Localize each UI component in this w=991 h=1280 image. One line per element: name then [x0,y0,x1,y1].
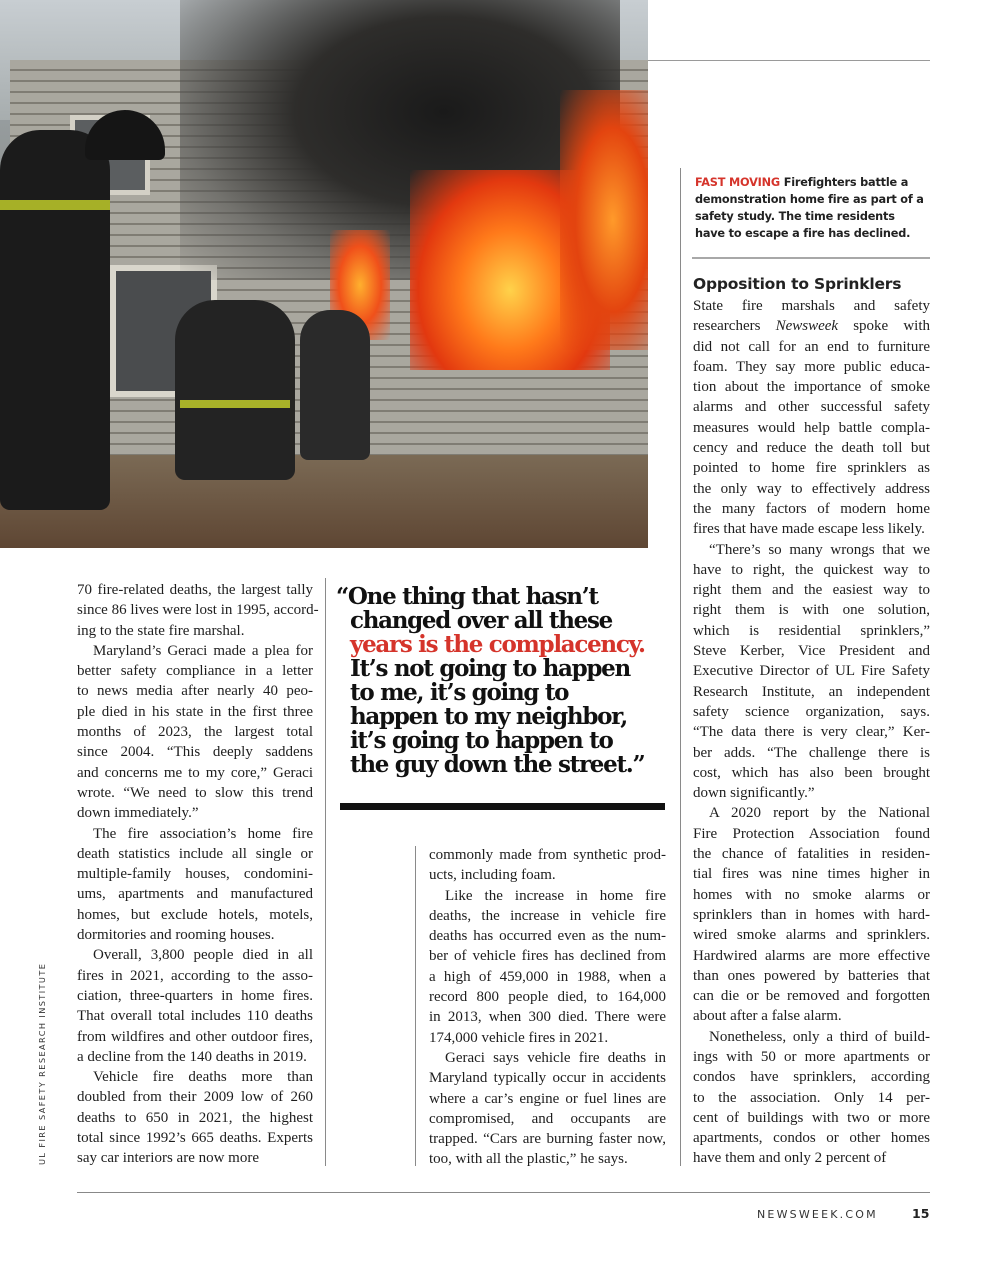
caption-rule [692,257,930,259]
text-line: State fire marshals and safety [693,298,930,314]
text-line: since 2004. “This deeply saddens [77,744,313,761]
text-line: say car interiors are now more [77,1150,260,1167]
firefighters-photo [0,0,648,548]
pull-quote-line: the guy down the street.” [350,751,645,778]
text-line: down immediately.” [77,805,199,822]
middle-column [429,845,666,1170]
text-line: Geraci says vehicle fire deaths in [445,1049,666,1066]
text-line: Executive Director of UL Fire Safety [693,663,930,680]
text-line: ings with 50 or more apartments or [693,1048,930,1065]
text-line: ple died in his state in the first three [77,703,313,720]
text-line: the many factors of modern home [693,500,930,517]
text-line: deaths has occurred even as the num- [429,928,666,945]
column-divider-right [680,168,681,1166]
publication-name: Newsweek [775,318,839,335]
reflective-stripe [0,200,110,210]
text-line: trapped. “Cars are burning faster now, [429,1131,666,1148]
text-line: a high of 459,000 in 1988, when a [429,968,666,985]
text-line: cency and reduce the death toll but [693,440,930,457]
text-line: homes, but exclude hotels, motels, [77,906,313,923]
pull-quote-line: It’s not going to happen [350,655,630,682]
firefighter-kneeling [175,300,295,480]
text-line: the chance of fatalities in residen- [693,846,930,863]
text-line: and concerns me to my core,” Geraci [77,764,313,781]
text-line: 174,000 vehicle fires in 2021. [429,1029,609,1046]
text-line: tial fires was nine times higher in [693,866,930,883]
pull-quote-line: to me, it’s going to [350,679,569,706]
text-line: down significantly.” [693,785,815,802]
text-line: total since 1992’s 665 deaths. Experts [77,1130,313,1147]
pull-quote-line: “One thing that hasn’t [336,583,598,610]
text-line: The fire association’s home fire [93,825,313,842]
left-column [77,580,319,1169]
text-line: right them and the easiest way to [693,582,930,599]
text-line: Fire Protection Association found [693,825,930,842]
photo-credit: UL FIRE SAFETY RESEARCH INSTITUTE [37,962,47,1165]
text-line: deaths, the increase in vehicle fire [429,907,666,924]
page-number: 15 [912,1206,930,1221]
text-line: to news media after nearly 40 peo- [77,683,313,700]
firefighter-left [0,130,110,510]
pull-quote-highlight: years is the complacency. [350,631,645,658]
text-line: the only way to effectively address [693,480,930,497]
text-line: ciation, three-quarters in home fires. [77,987,313,1004]
text-line: condos have sprinklers, according [693,1069,930,1086]
text-line: cent of buildings with two or more [693,1109,930,1126]
text-line: months of 2023, the largest total [77,724,313,741]
text-line: ber of vehicle fires has declined from [429,948,666,965]
text-line: than ones powered by batteries that [693,967,930,984]
reflective-stripe [180,400,290,408]
text-line: did not call for an end to furniture [693,338,930,355]
pull-quote-line: happen to my neighbor, [350,703,628,730]
text-line: Research Institute, an independent [693,683,930,700]
text-line: deaths to 650 in 2021, the highest [77,1109,313,1126]
caption-text: Firefighters battle a demonstration home fire as part of a safety study. The time residents have to escape a fire has declined. [695,176,924,240]
text-line: commonly made from synthetic prod- [429,847,666,863]
photo-caption [695,174,925,242]
text-line: Steve Kerber, Vice President and [693,643,930,660]
text-line: sprinklers than in homes with hard- [693,906,930,923]
text-line: apartments, condos or other homes [693,1130,930,1147]
text-line: Vehicle fire deaths more than [93,1069,313,1086]
pull-quote-line: changed over all these [350,607,612,634]
text-line: dormitories and rooming houses. [77,927,275,944]
top-rule [648,60,930,61]
text-line: ing to the state fire marshal. [77,622,245,639]
firefighter-nozzle [300,310,370,460]
text-line: to the association. Only 14 per- [693,1089,930,1106]
text-line: A 2020 report by the National [709,805,930,822]
pull-quote-bar [340,803,665,810]
text-line: Hardwired alarms are more effective [693,947,930,964]
text-line: compromised, and occupants are [429,1110,666,1127]
text-line: right them is with one solution, [693,602,930,619]
text-line: ber adds. “The challenge there is [693,744,930,761]
text-line: alarms and other successful safety [693,399,930,416]
text-line: Maryland typically occur in accidents [429,1070,666,1087]
text-line: wrote. “We need to slow this trend [77,784,313,801]
text-line: from wildfires and other outdoor fires, [77,1028,313,1045]
text-line: That overall total includes 110 deaths [77,1008,313,1025]
text-line: “There’s so many wrongs that we [709,541,930,558]
caption-kicker: FAST MOVING [695,176,780,189]
text-line: which is residential sprinklers,” [693,622,930,639]
section-subhead: Opposition to Sprinklers [693,275,902,293]
text-line: better safety compliance in a letter [77,663,313,680]
text-line: have them and only 2 percent of [693,1150,887,1167]
text-line: a decline from the 140 deaths in 2019. [77,1048,307,1065]
pull-quote-line: it’s going to happen to [350,727,613,754]
text-line: have to right, the quickest way to [693,561,930,578]
text-line: record 800 people died, to 164,000 [429,989,666,1006]
text-line: Maryland’s Geraci made a plea for [93,642,313,659]
text-line: measures would help battle compla- [693,419,930,436]
text-line: ucts, including foam. [429,867,556,884]
text-line: foam. They say more public educa- [693,358,930,375]
text-line: multiple-family houses, condomini- [77,866,313,883]
text-line: homes with no smoke alarms or [693,886,930,903]
text-line: researchers Newsweek spoke with [693,318,931,335]
text-line: tion about the importance of smoke [693,379,930,396]
footer-site: NEWSWEEK.COM [757,1208,878,1221]
text-line: pointed to home fire sprinklers as [693,460,930,477]
text-line: doubled from their 2009 low of 260 [77,1089,313,1106]
text-line: Nonetheless, only a third of build- [709,1028,930,1045]
right-column [693,296,930,1169]
text-line: wired smoke alarms and sprinklers. [693,927,930,944]
text-line: 70 fire-related deaths, the largest tally [77,582,313,598]
text-line: in 2013, when 300 died. There were [429,1009,666,1026]
column-divider-left [325,578,326,1166]
text-line: where a car’s engine or fuel lines are [429,1090,666,1107]
text-line: ums, apartments and manufactured [77,886,313,903]
text-line: Overall, 3,800 people died in all [93,947,313,964]
fire-side-flames [560,90,648,350]
text-line: fires that have made escape less likely. [693,521,925,538]
text-line: Like the increase in home fire [445,887,666,904]
text-line: about after a false alarm. [693,1008,842,1025]
text-line: “The data there is very clear,” Ker- [693,724,930,741]
text-line: too, with all the plastic,” he says. [429,1151,628,1168]
text-line: safety science organization, says. [693,703,930,720]
footer-rule [77,1192,930,1193]
pull-quote [336,585,671,777]
text-line: cost, which has also been brought [693,764,930,781]
text-line: since 86 lives were lost in 1995, accord- [77,602,319,619]
text-line: can die or be removed and forgotten [693,988,930,1005]
text-line: fires in 2021, according to the asso- [77,967,313,984]
text-line: death statistics include all single or [77,845,313,862]
column-divider-middle [415,846,416,1166]
